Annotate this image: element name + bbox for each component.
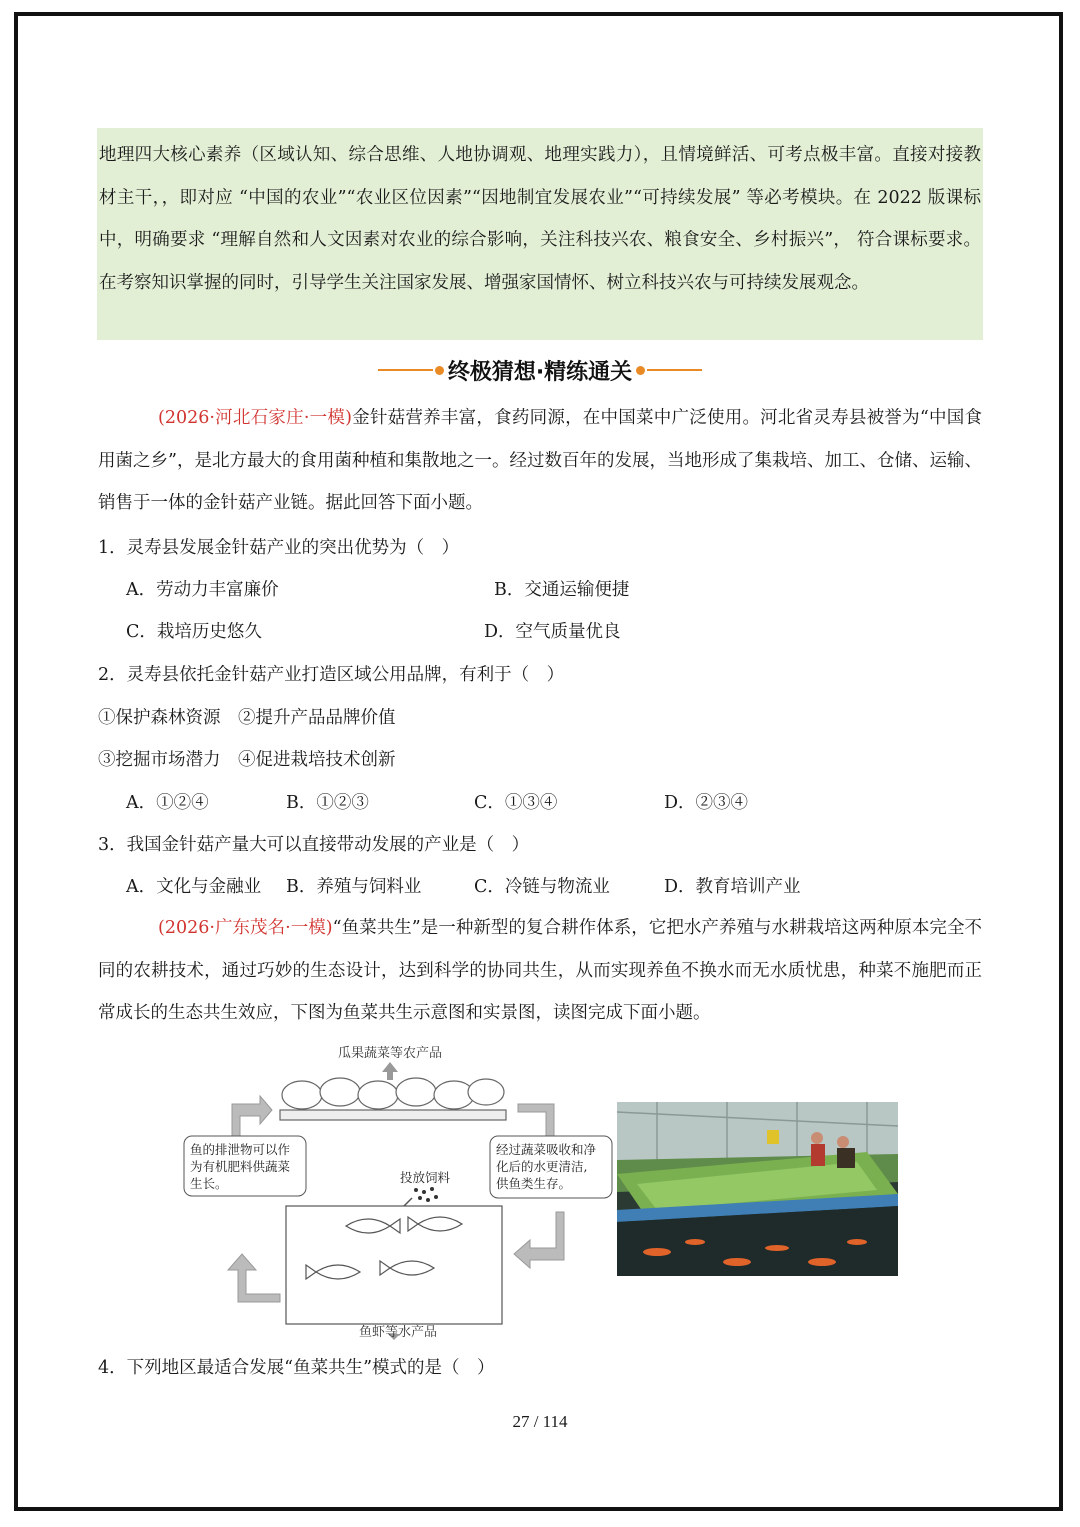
q1-option-b: B．交通运输便捷 bbox=[494, 580, 630, 600]
passage-1-text: 金针菇营养丰富，食药同源，在中国菜中广泛使用。河北省灵寿县被誉为“中国食用菌之乡”，是北方最大的食用菌种植和集散地之一。经过数百年的发展，当地形成了集栽培、加工、仓储、运输、销售于一体的金针菇产业链。据此回答下面小题。 bbox=[98, 408, 982, 513]
feed-label: 投放饲料 bbox=[400, 1170, 451, 1185]
diagram-bottom-label: 鱼虾等水产品 bbox=[358, 1325, 438, 1340]
passage-1-source: (2026·河北石家庄·一模) bbox=[158, 408, 352, 428]
up-arrow-icon bbox=[382, 1062, 398, 1080]
q3-option-c: C．冷链与物流业 bbox=[474, 877, 610, 897]
summary-box: 地理四大核心素养（区域认知、综合思维、人地协调观、地理实践力），且情境鲜活、可考点极丰富。直接对接教材主干，，即对应 “中国的农业”“农业区位因素”“因地制宜发展农业”“可持续发展” 等必考模块。在 2022 版课标中，明确要求 “理解自然和人文因素对农业的综合影响，关注科技兴农、粮食安全、乡村振兴”， 符合课标要求。在考察知识掌握的同时，引导学生关注国家发展、增强家国情怀、树立科技兴农与可持续发展观念。 bbox=[97, 128, 983, 340]
page-number: 27 / 114 bbox=[512, 1412, 568, 1431]
right-box-line-2: 化后的水更清洁, bbox=[496, 1159, 588, 1174]
title-dot-left bbox=[435, 366, 444, 375]
left-box-line-1: 鱼的排泄物可以作 bbox=[190, 1142, 291, 1157]
title-dot-right bbox=[636, 366, 645, 375]
q2-items-line-1: ①保护森林资源 ②提升产品品牌价值 bbox=[98, 708, 396, 728]
diagram-top-label: 瓜果蔬菜等农产品 bbox=[337, 1046, 443, 1061]
right-box-line-1: 经过蔬菜吸收和净 bbox=[496, 1142, 597, 1157]
q2-option-c: C．①③④ bbox=[474, 793, 558, 813]
passage-1 bbox=[98, 397, 982, 525]
passage-2-source: (2026·广东茂名·一模) bbox=[158, 918, 333, 938]
question-4-stem: 4．下列地区最适合发展“鱼菜共生”模式的是（ ） bbox=[98, 1358, 495, 1378]
q1-option-c: C．栽培历史悠久 bbox=[126, 622, 262, 642]
title-line-right bbox=[647, 369, 702, 371]
question-1-stem: 1．灵寿县发展金针菇产业的突出优势为（ ） bbox=[98, 538, 460, 558]
section-title-text: 终极猜想·精练通关 bbox=[447, 359, 633, 385]
q2-option-d: D．②③④ bbox=[664, 793, 749, 813]
passage-2 bbox=[98, 907, 982, 1035]
q3-option-d: D．教育培训产业 bbox=[664, 877, 801, 897]
section-title bbox=[378, 350, 702, 390]
q2-option-b: B．①②③ bbox=[286, 793, 369, 813]
question-2-stem: 2．灵寿县依托金针菇产业打造区域公用品牌，有利于（ ） bbox=[98, 665, 565, 685]
title-line-left bbox=[378, 369, 433, 371]
question-3-stem: 3．我国金针菇产量大可以直接带动发展的产业是（ ） bbox=[98, 835, 530, 855]
right-box-line-3: 供鱼类生存。 bbox=[496, 1176, 572, 1191]
left-box-line-2: 为有机肥料供蔬菜 bbox=[190, 1159, 291, 1174]
arrow-top-left-icon bbox=[232, 1096, 272, 1136]
feed-pellets-icon bbox=[414, 1187, 438, 1202]
q3-option-a: A．文化与金融业 bbox=[126, 877, 262, 897]
aquaponics-photo bbox=[617, 1102, 898, 1276]
passage-2-text: “鱼菜共生”是一种新型的复合耕作体系，它把水产养殖与水耕栽培这两种原本完全不同的农耕技术，通过巧妙的生态设计，达到科学的协同共生，从而实现养鱼不换水而无水质忧患，种菜不施肥而正常成长的生态共生效应，下图为鱼菜共生示意图和实景图，读图完成下面小题。 bbox=[98, 918, 982, 1023]
q1-option-d: D．空气质量优良 bbox=[484, 622, 621, 642]
q2-option-a: A．①②④ bbox=[126, 793, 209, 813]
vegetable-icons bbox=[280, 1078, 506, 1120]
q1-option-a: A．劳动力丰富廉价 bbox=[126, 580, 279, 600]
arrow-bottom-left-icon bbox=[228, 1254, 280, 1302]
left-box-line-3: 生长。 bbox=[190, 1176, 228, 1191]
q3-option-b: B．养殖与饲料业 bbox=[286, 877, 422, 897]
aquaponics-diagram bbox=[180, 1040, 620, 1340]
q2-items-line-2: ③挖掘市场潜力 ④促进栽培技术创新 bbox=[98, 750, 396, 770]
arrow-bottom-right-icon bbox=[514, 1212, 564, 1268]
